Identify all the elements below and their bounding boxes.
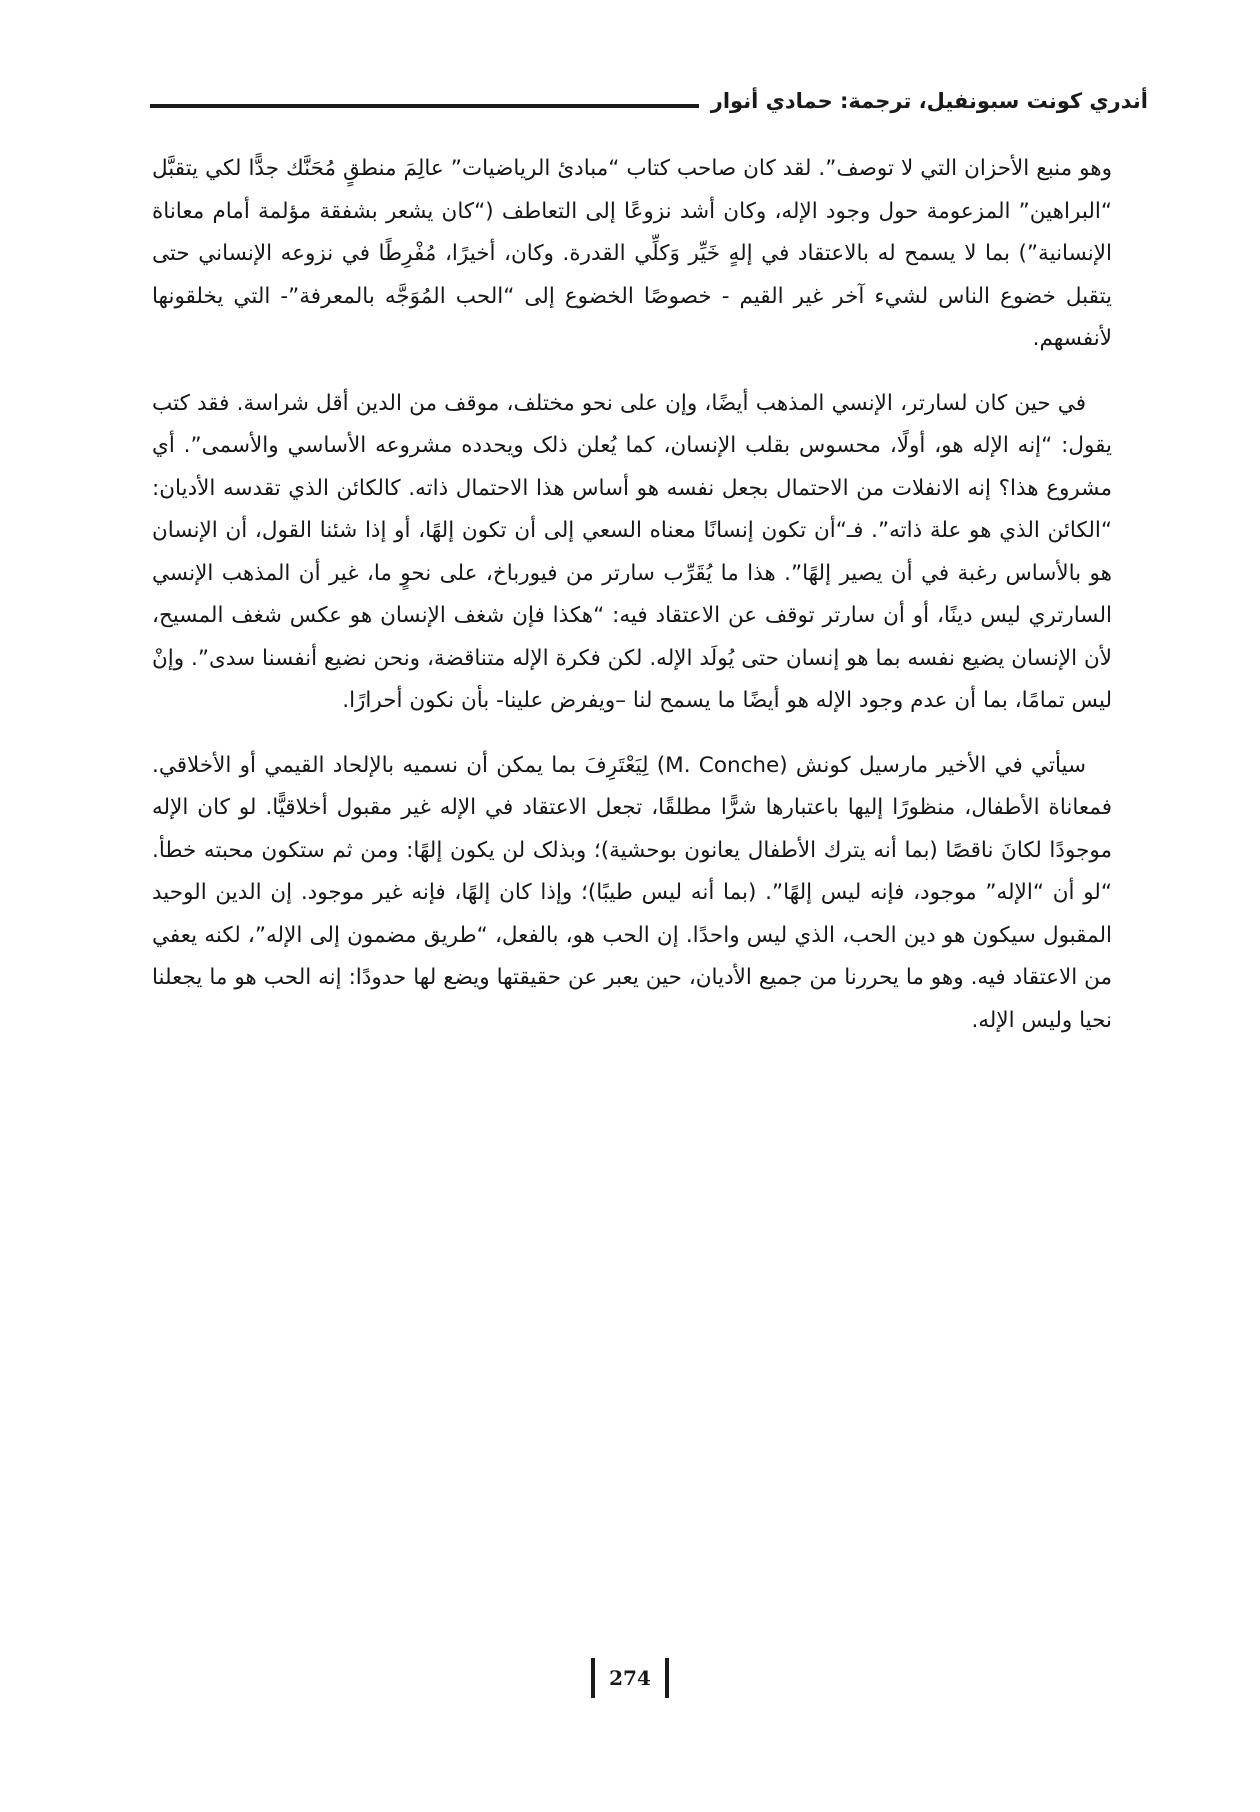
paragraph-2: في حين كان لسارتر، الإنسي المذهب أيضًا، وإن على نحو مختلف، موقف من الدين أقل شراسة. فقد كتب يقول: “إنه الإله هو، أولًا، محسوس بقلب الإنسان، كما يُعلن ذلک ويحدده مشروعه الأساسي والأسمى”. أي مشروع هذا؟ إنه الانفلات من الاحتمال بجعل نفسه هو أساس هذا الاحتمال ذاته. كالكائن الذي تقدسه الأديان: “الكائن الذي هو علة ذاته”. فـ“أن تكون إنسانًا معناه السعي إلى أن تكون إلهًا، أو إذا شئنا القول، أن الإنسان هو بالأساس رغبة في أن يصير إلهًا”. هذا ما يُقَرِّب سارتر من فيورباخ، على نحوٍ ما، غير أن المذهب الإنسي السارتري ليس دينًا، أو أن سارتر توقف عن الاعتقاد فيه: “هكذا فإن شغف الإنسان هو عكس شغف المسيح، لأن الإنسان يضيع نفسه بما هو إنسان حتى يُولَد الإله. لكن فكرة الإله متناقضة، ونحن نضيع أنفسنا سدى”. وإنْ ليس تمامًا، بما أن عدم وجود الإله هو أيضًا ما يسمح لنا –ويفرض علينا- بأن نكون أحرارًا. — [152, 390, 1112, 713]
paragraph-3: سيأتي في الأخير مارسيل كونش (M. Conche) لِيَعْتَرِفَ بما يمكن أن نسميه بالإلحاد القيمي أو الأخلاقي. فمعاناة الأطفال، منظورًا إليها باعتبارها شرًّا مطلقًا، تجعل الاعتقاد في الإله غير مقبول أخلاقيًّا. لو كان الإله موجودًا لكانَ ناقصًا (بما أنه يترك الأطفال يعانون بوحشية)؛ وبذلک لن يكون إلهًا: ومن ثم ستكون محبته خطأ. “لو أن “الإله” موجود، فإنه ليس إلهًا”. (بما أنه ليس طيبًا)؛ وإذا كان إلهًا، فإنه غير موجود. إن الدين الوحيد المقبول سيكون هو دين الحب، الذي ليس واحدًا. إن الحب هو، بالفعل، “طريق مضمون إلى الإله”، لكنه يعفي من الاعتقاد فيه. وهو ما يحررنا من جميع الأديان، حين يعبر عن حقيقتها ويضع لها حدودًا: إنه الحب هو ما يجعلنا نحيا وليس الإله. — [152, 752, 1112, 1033]
folio-bar-right — [665, 1658, 669, 1698]
header-title: أندري كونت سبونفيل، ترجمة: حمادي أنوار — [710, 89, 1148, 113]
folio-bar-left — [591, 1658, 595, 1698]
page-footer — [0, 1658, 1260, 1698]
header-rule — [150, 104, 699, 108]
paragraph-1: وهو منبع الأحزان التي لا توصف”. لقد كان صاحب كتاب “مبادئ الرياضيات” عالِمَ منطقٍ مُحَنَّك جدًّا لكي يتقبَّل “البراهين” المزعومة حول وجود الإله، وكان أشد نزوعًا إلى التعاطف (“كان يشعر بشفقة مؤلمة أمام معاناة الإنسانية”) بما لا يسمح له بالاعتقاد في إلهٍ خَيِّر وَكلِّي القدرة. وكان، أخيرًا، مُفْرِطًا في نزوعه الإنساني حتى يتقبل خضوع الناس لشيء آخر غير القيم - خصوصًا الخضوع إلى “الحب المُوَجَّه بالمعرفة”- التي يخلقونها لأنفسهم. — [152, 156, 1112, 351]
body-text — [152, 148, 1112, 1064]
page-number: 274 — [609, 1666, 651, 1690]
running-header — [150, 84, 1148, 118]
